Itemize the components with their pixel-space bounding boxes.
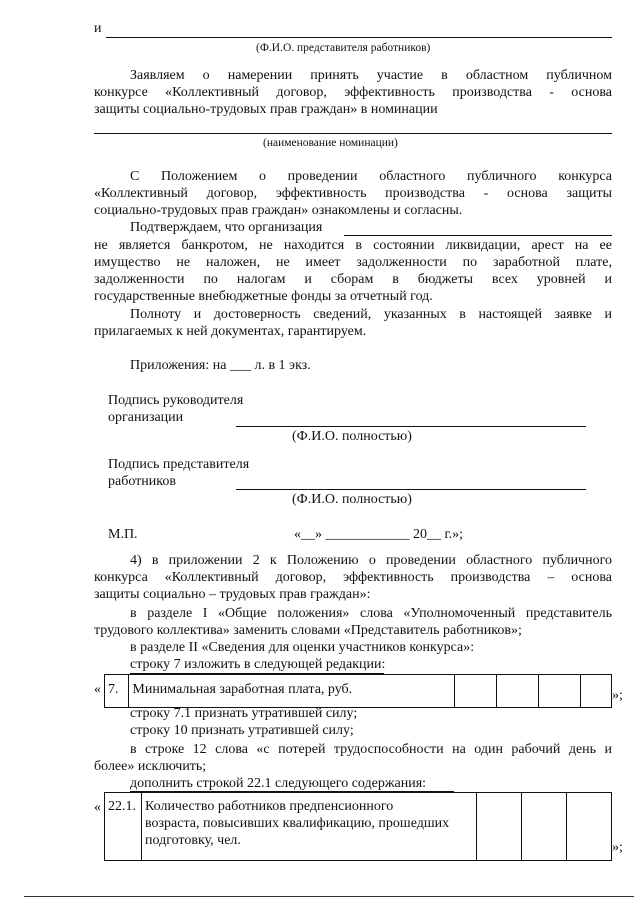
amendment-line-1: 4) в приложении 2 к Положению о проведении областного публичного bbox=[130, 553, 612, 568]
rep-name-caption: (Ф.И.О. представителя работников) bbox=[256, 42, 431, 54]
row221-text-line-2: возраста, повысивших квалификацию, прошедших bbox=[145, 816, 450, 831]
declare-line-3: защиты социально-трудовых прав граждан» в номинации bbox=[94, 102, 438, 117]
row221-number: 22.1. bbox=[105, 793, 142, 861]
row7-cell-d bbox=[581, 675, 612, 708]
row221-cell-b bbox=[522, 793, 567, 861]
head-signature-label-1: Подпись руководителя bbox=[108, 393, 244, 408]
row221-table bbox=[104, 792, 612, 861]
confirm-line-2: имущество не наложен, не имеет задолженности по заработной плате, bbox=[94, 255, 612, 270]
rep-signature-label-1: Подпись представителя bbox=[108, 457, 250, 472]
row221-text-line-1: Количество работников предпенсионного bbox=[145, 799, 394, 814]
row7-text: Минимальная заработная плата, руб. bbox=[129, 675, 455, 708]
organization-line bbox=[344, 235, 612, 236]
row10-line: строку 10 признать утратившей силу; bbox=[130, 723, 354, 738]
familiar-line-1: С Положением о проведении областного публичного конкурса bbox=[130, 169, 612, 184]
section1-line-2: трудового коллектива» заменить словами «Представитель работников»; bbox=[94, 623, 522, 638]
familiar-line-2: «Коллективный договор, эффективность производства - основа защиты bbox=[94, 186, 612, 201]
header-prefix: и bbox=[94, 21, 102, 36]
confirm-line-3: задолженности по налогам и сборам в бюджеты всех уровней и bbox=[94, 272, 612, 287]
guarantee-line-2: прилагаемых к ней документах, гарантируем. bbox=[94, 324, 367, 339]
row221-open-quote: « bbox=[94, 800, 101, 815]
attachments: Приложения: на ___ л. в 1 экз. bbox=[130, 358, 311, 373]
rep-signature-line bbox=[236, 489, 586, 490]
rep-signature-caption: (Ф.И.О. полностью) bbox=[292, 492, 412, 507]
section1-line-1: в разделе I «Общие положения» слова «Уполномоченный представитель bbox=[130, 606, 612, 621]
row221-close-quote: »; bbox=[612, 840, 623, 855]
footer-rule bbox=[24, 896, 634, 897]
declare-line-1: Заявляем о намерении принять участие в областном публичном bbox=[130, 68, 612, 83]
row221-cell-c bbox=[567, 793, 612, 861]
head-signature-line bbox=[236, 426, 586, 427]
declare-line-2: конкурсе «Коллективный договор, эффективность производства - основа bbox=[94, 85, 612, 100]
stamp-label: М.П. bbox=[108, 527, 138, 542]
rep-signature-label-2: работников bbox=[108, 474, 176, 489]
row7-cell-b bbox=[497, 675, 539, 708]
row71-line: строку 7.1 признать утратившей силу; bbox=[130, 706, 358, 721]
confirm-line-4: государственные внебюджетные фонды за отчетный год. bbox=[94, 289, 433, 304]
row7-cell-a bbox=[455, 675, 497, 708]
amendment-line-3: защиты социально – трудовых прав граждан»: bbox=[94, 587, 371, 602]
row7-open-quote: « bbox=[94, 682, 101, 697]
row7-close-quote: »; bbox=[612, 688, 623, 703]
row7-intro: строку 7 изложить в следующей редакции: bbox=[130, 657, 386, 672]
row221-intro: дополнить строкой 22.1 следующего содержания: bbox=[130, 776, 427, 791]
table-row bbox=[105, 675, 612, 708]
row221-text bbox=[142, 793, 477, 861]
table-row bbox=[105, 793, 612, 861]
row221-text-line-3: подготовку, чел. bbox=[145, 833, 241, 848]
section2-line: в разделе II «Сведения для оценки участников конкурса»: bbox=[130, 640, 475, 655]
confirm-first: Подтверждаем, что организация bbox=[130, 220, 323, 235]
nomination-caption: (наименование номинации) bbox=[263, 137, 398, 149]
guarantee-line-1: Полноту и достоверность сведений, указанных в настоящей заявке и bbox=[130, 307, 612, 322]
head-signature-caption: (Ф.И.О. полностью) bbox=[292, 429, 412, 444]
row12-line-2: более» исключить; bbox=[94, 759, 207, 774]
row7-cell-c bbox=[539, 675, 581, 708]
row12-line-1: в строке 12 слова «с потерей трудоспособности на один рабочий день и bbox=[130, 742, 612, 757]
amendment-line-2: конкурса «Коллективный договор, эффективность производства – основа bbox=[94, 570, 612, 585]
row221-cell-a bbox=[477, 793, 522, 861]
nomination-line bbox=[94, 133, 612, 134]
familiar-line-3: социально-трудовых прав граждан» ознакомлены и согласны. bbox=[94, 203, 463, 218]
row7-table bbox=[104, 674, 612, 708]
row7-number: 7. bbox=[105, 675, 129, 708]
rep-name-line bbox=[106, 37, 612, 38]
confirm-line-1: не является банкротом, не находится в состоянии ликвидации, арест на ее bbox=[94, 238, 612, 253]
head-signature-label-2: организации bbox=[108, 410, 184, 425]
date-field: «__» ____________ 20__ г.»; bbox=[294, 527, 464, 542]
